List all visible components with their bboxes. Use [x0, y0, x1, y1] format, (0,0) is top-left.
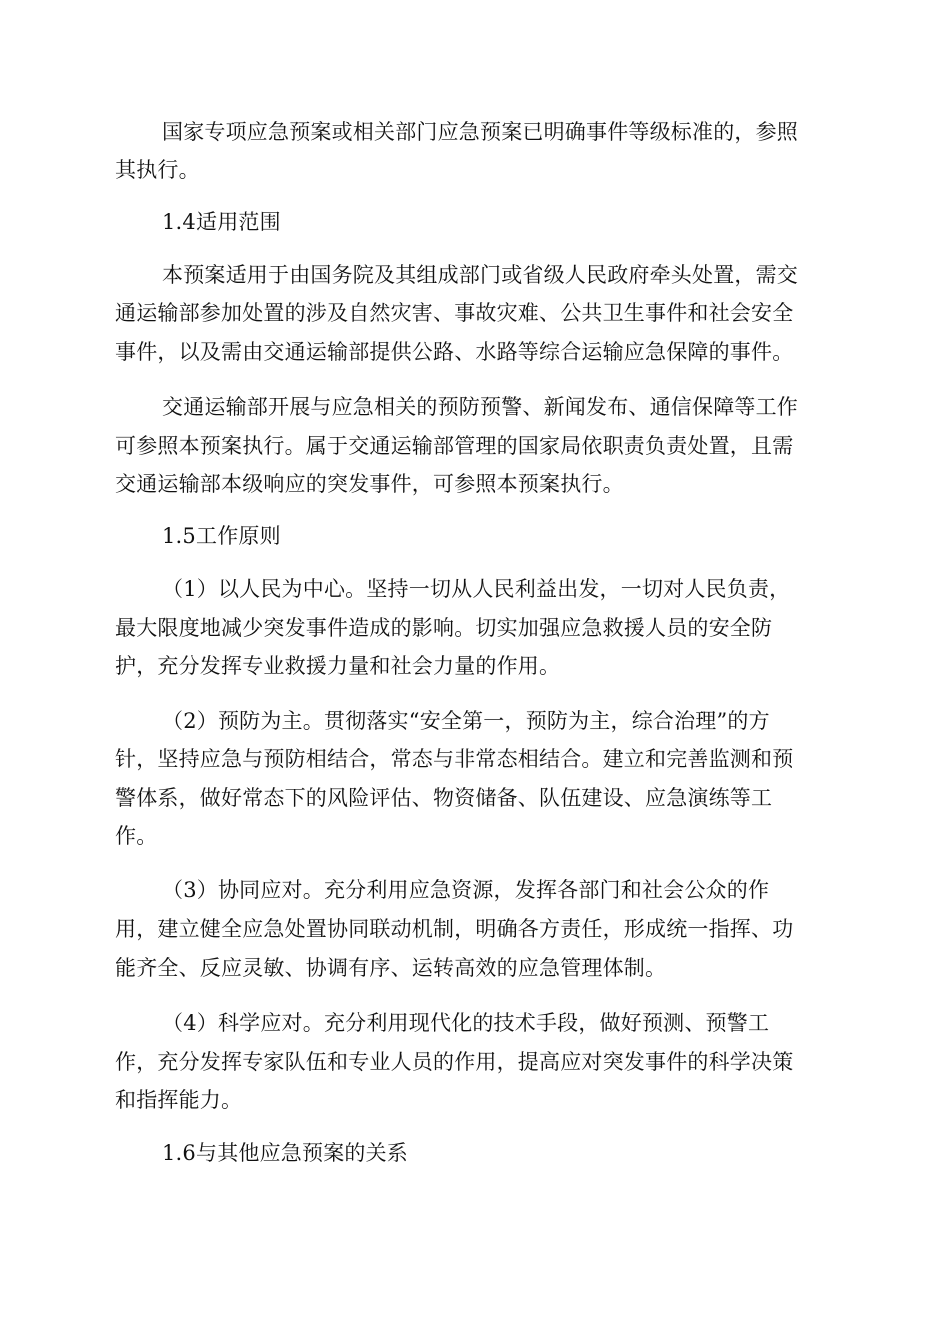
- paragraph-line: （4）科学应对。充分利用现代化的技术手段，做好预测、预警工: [162, 1011, 770, 1035]
- section-heading: 1.5工作原则: [162, 524, 281, 548]
- paragraph-line: 交通运输部本级响应的突发事件，可参照本预案执行。: [115, 472, 624, 496]
- paragraph-line: 护，充分发挥专业救援力量和社会力量的作用。: [115, 654, 561, 678]
- paragraph-line: 其执行。: [115, 158, 200, 182]
- paragraph-line: （1）以人民为中心。坚持一切从人民利益出发，一切对人民负责，: [162, 577, 791, 601]
- paragraph-line: 最大限度地减少突发事件造成的影响。切实加强应急救援人员的安全防: [115, 616, 773, 640]
- paragraph-line: 本预案适用于由国务院及其组成部门或省级人民政府牵头处置，需交: [162, 263, 798, 287]
- paragraph-line: 针，坚持应急与预防相结合，常态与非常态相结合。建立和完善监测和预: [115, 747, 794, 771]
- paragraph-line: （3）协同应对。充分利用应急资源，发挥各部门和社会公众的作: [162, 878, 770, 902]
- paragraph-line: 用，建立健全应急处置协同联动机制，明确各方责任，形成统一指挥、功: [115, 917, 794, 941]
- section-heading: 1.4适用范围: [162, 210, 281, 234]
- paragraph-line: 和指挥能力。: [115, 1088, 243, 1112]
- paragraph-line: 作。: [115, 824, 158, 848]
- paragraph-line: 交通运输部开展与应急相关的预防预警、新闻发布、通信保障等工作: [162, 395, 798, 419]
- paragraph-line: 通运输部参加处置的涉及自然灾害、事故灾难、公共卫生事件和社会安全: [115, 301, 794, 325]
- paragraph-line: （2）预防为主。贯彻落实“安全第一，预防为主，综合治理”的方: [162, 709, 770, 733]
- paragraph-line: 事件，以及需由交通运输部提供公路、水路等综合运输应急保障的事件。: [115, 340, 794, 364]
- paragraph-line: 国家专项应急预案或相关部门应急预案已明确事件等级标准的，参照: [162, 120, 798, 144]
- section-heading: 1.6与其他应急预案的关系: [162, 1141, 408, 1165]
- paragraph-line: 警体系，做好常态下的风险评估、物资储备、队伍建设、应急演练等工: [115, 786, 773, 810]
- paragraph-line: 可参照本预案执行。属于交通运输部管理的国家局依职责负责处置，且需: [115, 434, 794, 458]
- paragraph-line: 作，充分发挥专家队伍和专业人员的作用，提高应对突发事件的科学决策: [115, 1050, 794, 1074]
- paragraph-line: 能齐全、反应灵敏、协调有序、运转高效的应急管理体制。: [115, 956, 667, 980]
